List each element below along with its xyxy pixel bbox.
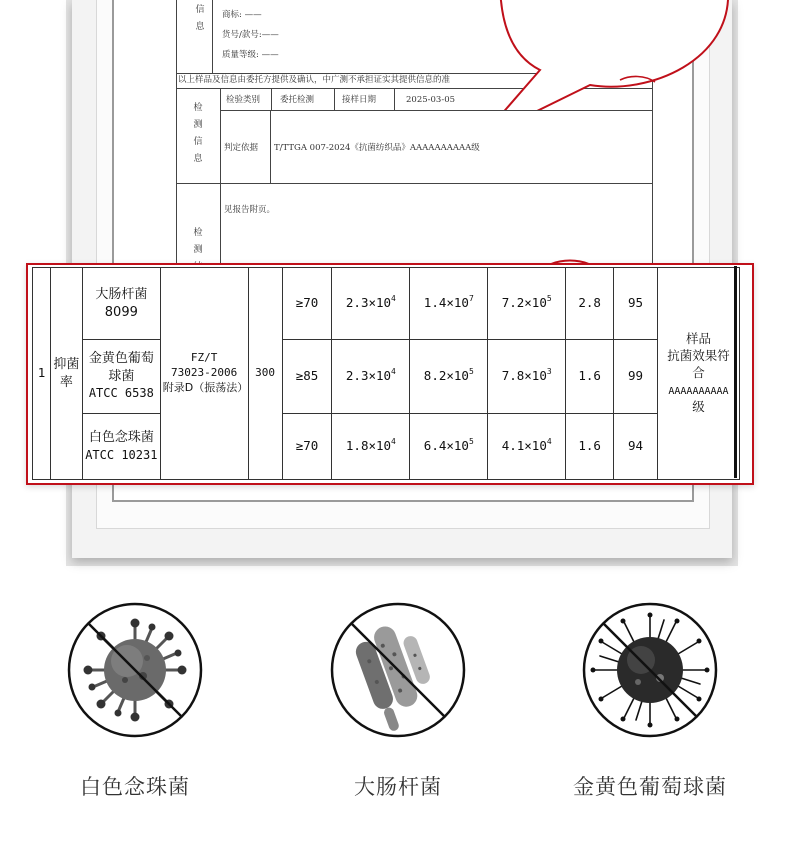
sample-date-label: 接样日期	[342, 95, 377, 105]
test-type-label: 检验类别	[226, 95, 261, 105]
icon-label-staph: 金黄色葡萄球菌	[573, 775, 727, 799]
icon-label-candida: 白色念珠菌	[80, 775, 190, 799]
requirement-cell: ≥70	[282, 268, 332, 340]
table-row	[33, 414, 740, 480]
sample-date-value: 2025-03-05	[406, 95, 456, 105]
test-type-value: 委托检测	[280, 95, 315, 105]
value-cell: 1.6	[566, 414, 614, 480]
basis-label: 判定依据	[224, 143, 259, 153]
strain-cell: 白色念珠菌 ATCC 10231	[82, 414, 160, 480]
value-cell: $2.3\times 10^4$	[332, 340, 410, 414]
method-cell: FZ/T 73023-2006 附录D（振荡法）	[160, 268, 248, 480]
row-index: 1	[33, 268, 51, 480]
rate-cell: 94	[614, 414, 658, 480]
value-cell: $6.4\times 10^5$	[410, 414, 488, 480]
value-cell: 2.8	[566, 268, 614, 340]
strain-cell: 金黄色葡萄 球菌 ATCC 6538	[82, 340, 160, 414]
bacteria-prohibited-icon	[330, 602, 466, 738]
result-label: 检 测	[193, 228, 203, 256]
icon-label-ecoli: 大肠杆菌	[354, 775, 442, 799]
test-item: 抑菌率	[50, 268, 82, 480]
spiky-virus-prohibited-icon	[582, 602, 718, 738]
sample-info-label: 信 息	[195, 5, 205, 33]
rate-cell: 99	[614, 340, 658, 414]
speech-bubble	[470, 0, 740, 110]
value-cell: $2.3\times 10^4$	[332, 268, 410, 340]
rate-cell: 95	[614, 268, 658, 340]
value-cell: $4.1\times 10^4$	[488, 414, 566, 480]
value-cell: 1.6	[566, 340, 614, 414]
basis-value: T/TTGA 007-2024《抗菌纺织品》AAAAAAAAAA级	[274, 143, 480, 153]
result-table	[32, 267, 740, 480]
conclusion-cell: 样品 抗菌效果符 合 AAAAAAAAAA 级	[657, 268, 739, 480]
virus-prohibited-icon	[67, 602, 203, 738]
value-cell: $8.2\times 10^5$	[410, 340, 488, 414]
quality-grade-field: 质量等级: ——	[222, 50, 279, 60]
requirement-cell: ≥70	[282, 414, 332, 480]
result-value: 见报告附页。	[224, 205, 276, 215]
test-info-label: 检 测 信 息	[193, 103, 203, 165]
value-cell: $1.4\times 10^7$	[410, 268, 488, 340]
brand-field: 商标: ——	[222, 10, 262, 20]
disclaimer-text: 以上样品及信息由委托方提供及确认，中广测不承担证实其提供信息的准	[178, 75, 451, 85]
table-row	[33, 340, 740, 414]
table-row	[33, 268, 740, 340]
requirement-cell: ≥85	[282, 340, 332, 414]
table-edge	[734, 266, 737, 478]
strain-cell: 大肠杆菌 8099	[82, 268, 160, 340]
value-cell: $1.8\times 10^4$	[332, 414, 410, 480]
value-cell: $7.2\times 10^5$	[488, 268, 566, 340]
value-cell: $7.8\times 10^3$	[488, 340, 566, 414]
item-number-field: 货号/款号:——	[222, 30, 279, 40]
wash-count: 300	[248, 268, 282, 480]
zoomed-result-table	[26, 263, 754, 485]
